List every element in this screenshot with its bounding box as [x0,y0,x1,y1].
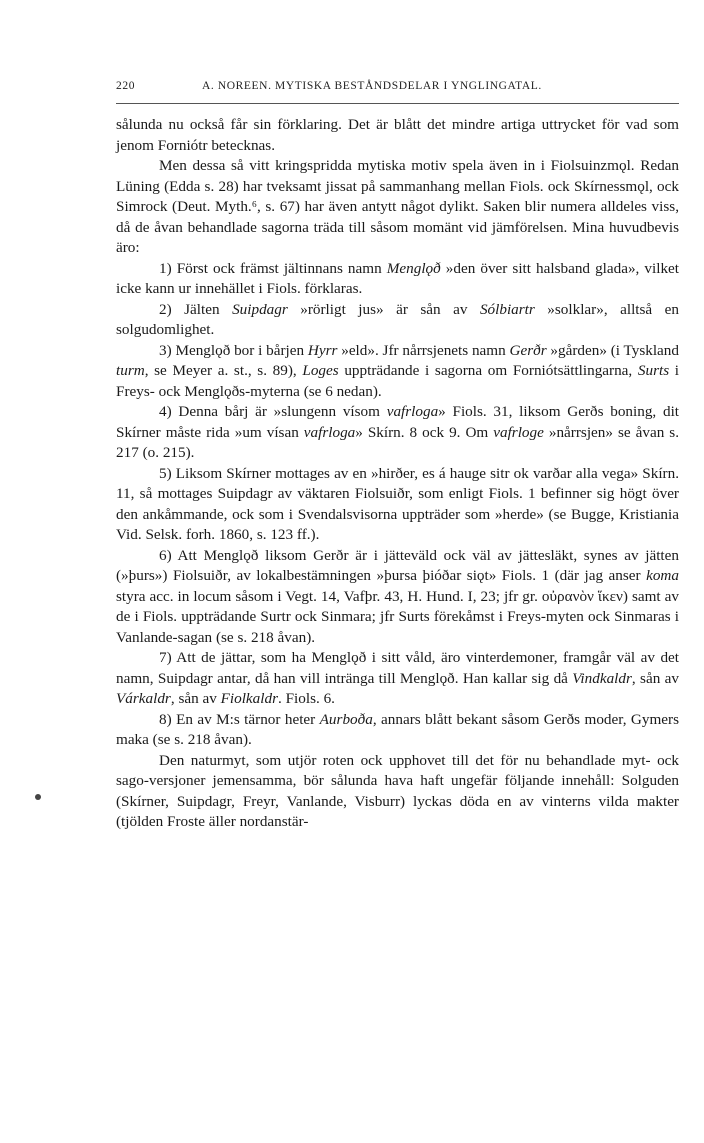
list-item [116,341,679,403]
body-text [116,115,679,833]
italic-term: Hyrr [307,341,338,359]
italic-term: vafrloga [386,403,439,420]
text-run: »solklar», alltså en solgudomlighet. [116,300,679,338]
italic-term: Menglǫð [386,259,441,277]
text-run: »eld». Jfr nårrsjenets namn [337,341,510,359]
italic-term: Fiolkaldr [220,690,278,707]
margin-dot-mark [35,794,41,800]
text-run: styra acc. in locum såsom i Vegt. 14, Vafþr. 43, H. Hund. I, 23; jfr gr. οὐρανὸν ἵκεν) samt av de i Fiols. uppträdande Surtr ock Sinmara; jfr Surts förekåmst i Freys-myten ock Sinmaras i Vanlande-sagan (se s. 218 åvan). [116,587,679,646]
text-run: sålunda nu också får sin förklaring. Det är blått det mindre artiga uttrycket för vad som jenom Forniótr betecknas. [116,116,679,154]
text-run: Men dessa så vitt kringspridda mytiska motiv spela även in i Fiolsuinzmǫl. Redan Lüning (Edda s. 28) har tveksamt jissat på sammanhang mellan Fiols. ock Skírnessmǫl, ock Simrock (Deut. Myth.⁶, s. 67) har även antytt något dylikt. Saken blir numera alldeles viss, då de åvan behandlade sagorna träda till såsom momänt vid jämförelsen. Mina huvudbevis äro: [116,157,679,256]
paragraph [116,156,679,259]
list-item [116,464,679,546]
text-run: 6) Att Menglǫð liksom Gerðr är i jätteväld ock väl av jättesläkt, synes av jätten (»þurs») Fiolsuiðr, av lokalbestämningen »þursa þióðar siǫt» Fiols. 1 (där jag anser [116,546,679,584]
text-run: Den naturmyt, som utjör roten ock upphovet till det för nu behandlade myt- ock sago-versjoner jemensamma, bör sålunda hava haft ungefär följande innehåll: Solguden (Skírner, Suipdagr, Freyr, Vanlande, Visburr) lyckas döda en av vinterns vilda makter (tjölden Froste äller nordanstär- [116,751,679,830]
text-run: 2) Jälten [159,300,233,318]
paragraph [116,115,679,156]
italic-term: Loges [302,362,339,379]
italic-term: Várkaldr [116,690,171,707]
text-run: , se Meyer a. st., s. 89), [144,362,303,379]
italic-term: turm [116,362,145,379]
page-number: 220 [116,80,136,92]
running-head [116,80,679,100]
italic-term: Surts [637,362,670,379]
italic-term: Vindkaldr [572,669,632,687]
list-item [116,710,679,751]
paragraph [116,751,679,833]
text-run: 1) Först ock främst jältinnans namn [159,259,387,277]
italic-term: vafrloge [493,423,544,441]
text-run: »den över sitt halsband glada», vilket icke kann ur innehället i Fiols. förklaras. [116,259,679,297]
running-title: A. NOREEN. MYTISKA BESTÅNDSDELAR I YNGLINGATAL. [202,80,542,92]
list-item [116,546,679,649]
text-run: »rörligt jus» är sån av [287,300,480,318]
text-run: »nårrsjen» se åvan s. 217 (o. 215). [116,423,679,461]
text-run: , sån av [170,690,221,707]
italic-term: koma [646,567,679,584]
italic-term: Gerðr [509,341,547,359]
text-run: »gården» (i Tyskland [546,341,679,359]
header-rule [116,103,679,104]
text-run: 4) Denna bårj är »slungenn vísom [159,403,387,420]
list-item [116,259,679,300]
text-run: » Skírn. 8 ock 9. Om [355,423,494,441]
italic-term: Suipdagr [232,300,288,318]
text-run: uppträdande i sagorna om Forniótsättlingarna, [338,362,638,379]
text-run: , sån av [631,669,679,687]
italic-term: Aurboða [319,710,373,728]
text-run: 5) Liksom Skírner mottages av en »hirðer, es á hauge sitr ok varðar alla vega» Skírn. 11, så mottages Suipdagr av väktaren Fiolsuiðr, som enligt Fiols. 1 befinner sig högt över den ankåmmande, ock som i Svendalsvisorna uppträder som »herde» (se Bugge, Kristiania Vid. Selsk. forh. 1860, s. 123 ff.). [116,464,679,543]
list-item [116,648,679,710]
text-run: 8) En av M:s tärnor heter [159,710,320,728]
italic-term: Sólbiartr [479,300,535,318]
italic-term: vafrloga [303,423,356,441]
text-run: , annars blått bekant såsom Gerðs moder, Gymers maka (se s. 218 åvan). [116,710,679,748]
list-item [116,300,679,341]
text-run: » Fiols. 31, liksom Gerðs boning, dit Skírner måste rida »um vísan [116,403,680,441]
list-item [116,402,679,464]
text-run: . Fiols. 6. [278,690,335,707]
text-run: 3) Menglǫð bor i bårjen [159,341,308,359]
text-run: i Freys- ock Menglǫðs-myterna (se 6 nedan). [116,362,679,400]
text-run: 7) Att de jättar, som ha Menglǫð i sitt våld, äro vinterdemoner, framgår väl av det namn, Suipdagr antar, då han vill intränga till Menglǫð. Han kallar sig då [116,649,679,687]
